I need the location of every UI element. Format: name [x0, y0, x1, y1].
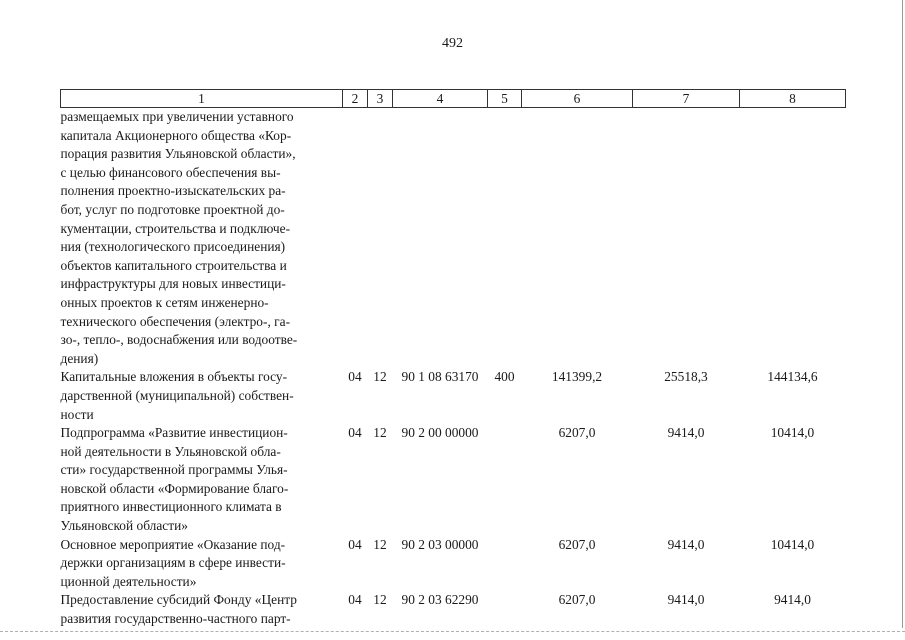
row-name: Подпрограмма «Развитие инвестицион- ной деятельности в Ульяновской обла- сти» государственной программы Улья- новской области «Формирование благо- приятного инвестиционного климата в Ульяновской области» — [60, 425, 289, 534]
row-expense-type — [488, 536, 522, 592]
table-row — [61, 591, 846, 628]
row-name: размещаемых при увеличении уставного капитала Акционерного общества «Кор- порация развития Ульяновской области», с целью финансового обеспечения вы- полнения проектно-изыскательских ра- бот, услуг по подготовке проектной до- кументации, строительства и подключе- ния (технологического присоединения) объектов капитального строительства и инфраструктуры для новых инвестици- онных проектов к сетям инженерно- технического обеспечения (электро-, га- зо-, тепло-, водоснабжения или водоотве- дения) — [60, 109, 298, 366]
row-amount-col8: 10414,0 — [770, 536, 815, 552]
row-subsection: 12 — [373, 592, 387, 608]
row-amount-col8: 9414,0 — [774, 592, 811, 608]
row-name: Предоставление субсидий Фонду «Центр развития государственно-частного парт- — [60, 592, 297, 627]
row-section — [343, 108, 368, 369]
row-subsection — [368, 108, 393, 369]
row-name: Основное мероприятие «Оказание под- держки организациям в сфере инвести- ционной деятельности» — [60, 536, 286, 589]
row-amount-col6: 141399,2 — [551, 369, 603, 385]
row-amount-col7: 9414,0 — [667, 592, 705, 608]
row-amount-col7: 9414,0 — [667, 536, 705, 552]
table-row — [61, 108, 846, 369]
row-name: Капитальные вложения в объекты госу- дарственной (муниципальной) собствен- ности — [60, 369, 294, 422]
row-target-article: 90 2 03 00000 — [401, 536, 479, 552]
row-amount-col7 — [633, 108, 740, 369]
row-section: 04 — [348, 592, 362, 608]
column-header-2: 2 — [343, 90, 368, 108]
row-subsection: 12 — [373, 425, 387, 441]
row-amount-col7: 9414,0 — [667, 425, 705, 441]
table-header-row — [61, 90, 846, 108]
row-target-article — [393, 108, 488, 369]
table-row — [61, 368, 846, 424]
budget-table — [60, 89, 846, 629]
row-expense-type — [488, 424, 522, 536]
row-target-article: 90 1 08 63170 — [401, 369, 479, 385]
row-expense-type: 400 — [494, 369, 515, 385]
row-expense-type — [488, 591, 522, 628]
column-header-1: 1 — [61, 90, 343, 108]
row-amount-col7: 25518,3 — [664, 369, 708, 385]
row-amount-col8: 10414,0 — [770, 425, 815, 441]
table-row — [61, 424, 846, 536]
page-border-bottom — [0, 631, 905, 632]
row-section: 04 — [348, 536, 362, 552]
row-amount-col8 — [740, 108, 846, 369]
row-target-article: 90 2 03 62290 — [401, 592, 479, 608]
row-amount-col6 — [522, 108, 633, 369]
row-subsection: 12 — [373, 536, 387, 552]
row-target-article: 90 2 00 00000 — [401, 425, 479, 441]
column-header-3: 3 — [368, 90, 393, 108]
column-header-7: 7 — [633, 90, 740, 108]
row-section: 04 — [348, 425, 362, 441]
row-amount-col6: 6207,0 — [558, 536, 596, 552]
row-amount-col6: 6207,0 — [558, 425, 596, 441]
row-expense-type — [488, 108, 522, 369]
column-header-5: 5 — [488, 90, 522, 108]
row-amount-col8: 144134,6 — [767, 369, 818, 385]
page-border-right — [902, 0, 903, 628]
row-subsection: 12 — [373, 369, 387, 385]
column-header-4: 4 — [393, 90, 488, 108]
column-header-8: 8 — [740, 90, 846, 108]
table-row — [61, 536, 846, 592]
row-amount-col6: 6207,0 — [558, 592, 596, 608]
page-number: 492 — [442, 36, 463, 51]
row-section: 04 — [348, 369, 362, 385]
column-header-6: 6 — [522, 90, 633, 108]
